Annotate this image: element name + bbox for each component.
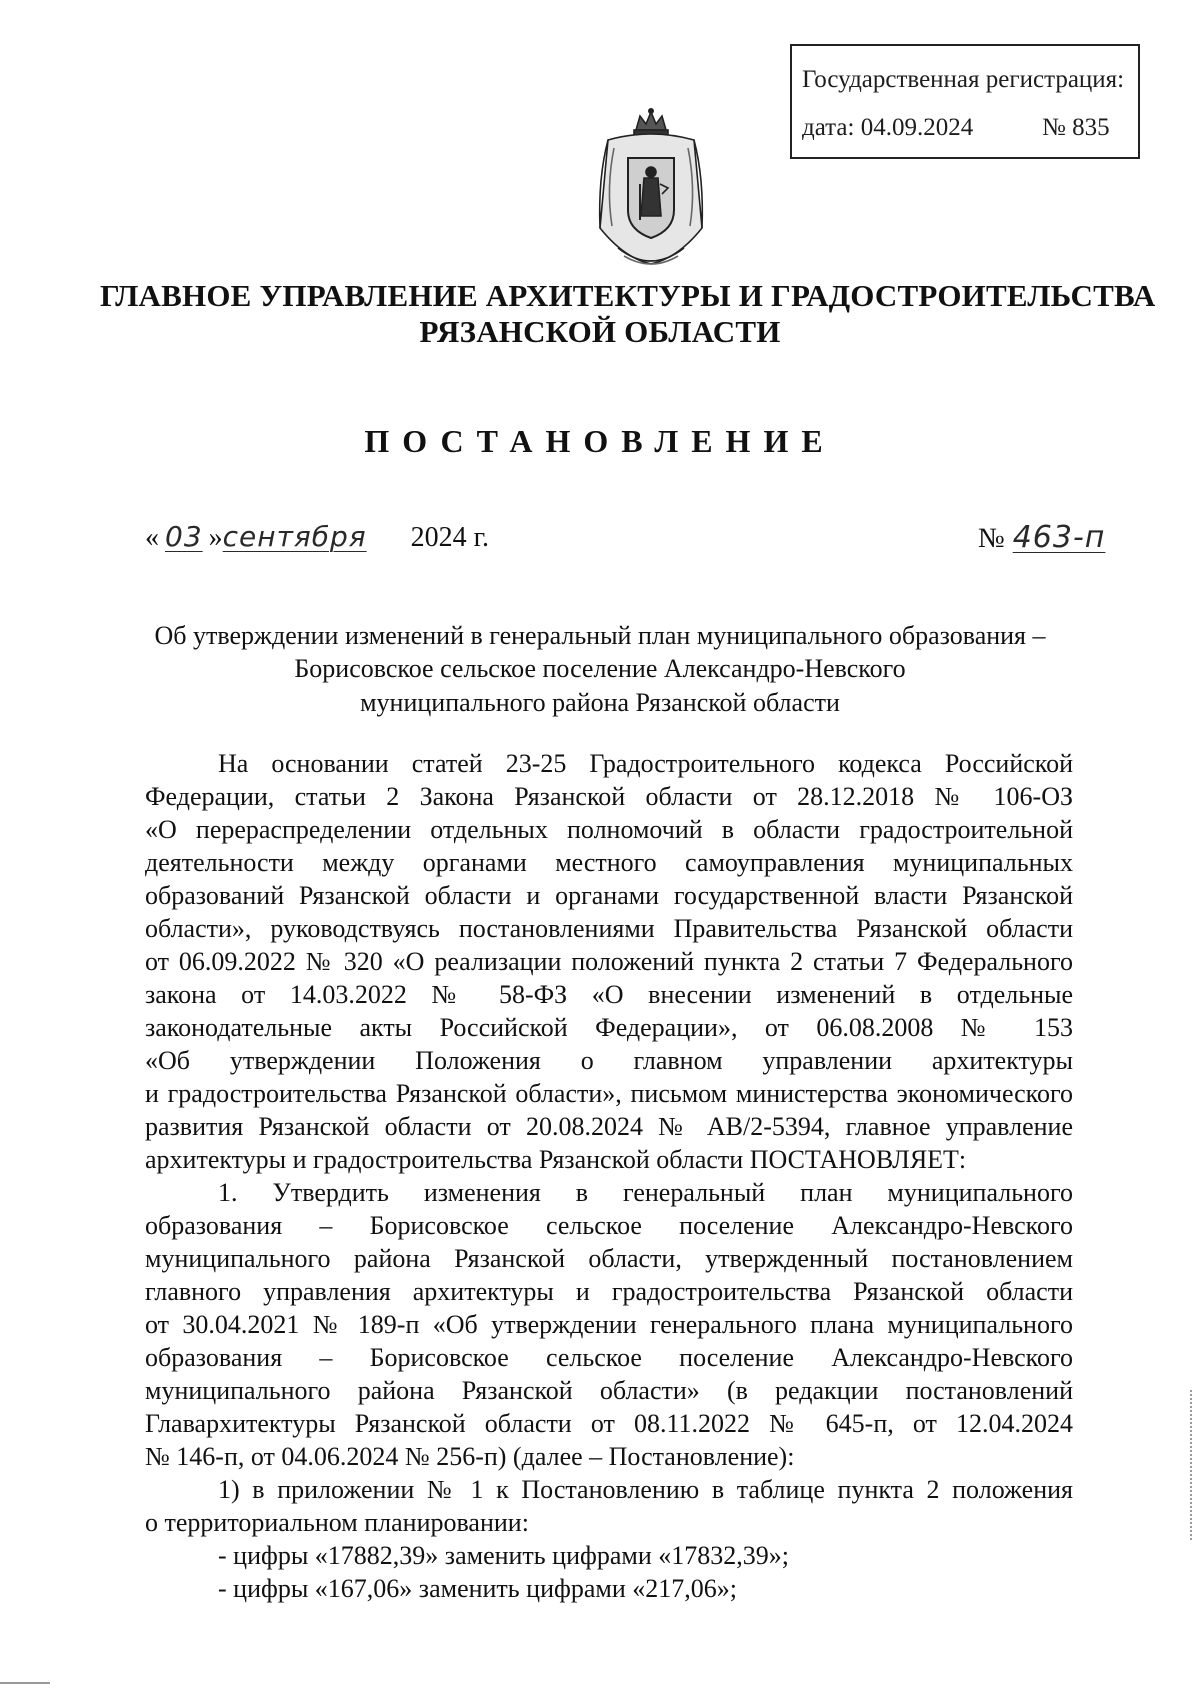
coat-of-arms-icon <box>578 108 724 274</box>
body-line: На основании статей 23-25 Градостроительного кодекса Российской <box>218 749 1073 778</box>
agency-title-line1: ГЛАВНОЕ УПРАВЛЕНИЕ АРХИТЕКТУРЫ И ГРАДОСТРОИТЕЛЬСТВА <box>100 278 1156 313</box>
date-open-quote: « <box>145 522 159 553</box>
number-prefix: № <box>978 523 1005 554</box>
date-month-handwritten: сентября <box>222 520 367 553</box>
body-line: от 30.04.2021 № 189-п «Об утверждении генерального плана муниципального <box>145 1310 1073 1339</box>
date-day-handwritten: 03 <box>165 520 203 553</box>
body-line: - цифры «17882,39» заменить цифрами «17832,39»; <box>218 1541 789 1570</box>
agency-title-line2: РЯЗАНСКОЙ ОБЛАСТИ <box>419 314 781 349</box>
body-line: 1. Утвердить изменения в генеральный план муниципального <box>218 1178 1073 1207</box>
body-line: развития Рязанской области от 20.08.2024 № АВ/2-5394, главное управление <box>145 1112 1073 1141</box>
body-line: Федерации, статьи 2 Закона Рязанской области от 28.12.2018 № 106-ОЗ <box>145 782 1073 811</box>
body-line: муниципального района Рязанской области» (в редакции постановлений <box>145 1376 1073 1405</box>
subject-line: муниципального района Рязанской области <box>360 688 840 717</box>
registration-number: № 835 <box>1042 114 1110 141</box>
body-line: образований Рязанской области и органами государственной власти Рязанской <box>145 881 1073 910</box>
body-line: деятельности между органами местного самоуправления муниципальных <box>145 848 1073 877</box>
date-year: 2024 г. <box>410 522 489 553</box>
document-date <box>145 520 489 554</box>
body-line: главного управления архитектуры и градостроительства Рязанской области <box>145 1277 1073 1306</box>
body-line: муниципального района Рязанской области, утвержденный постановлением <box>145 1244 1073 1273</box>
body-line: № 146-п, от 04.06.2024 № 256-п) (далее – Постановление): <box>145 1442 795 1471</box>
registration-title: Государственная регистрация: <box>802 66 1125 93</box>
subject-line: Об утверждении изменений в генеральный план муниципального образования – <box>154 621 1046 650</box>
subject-line: Борисовское сельское поселение Александро-Невского <box>294 654 906 683</box>
date-close-quote: » <box>208 522 223 553</box>
registration-stamp <box>790 44 1140 159</box>
scan-edge-mark <box>1190 1390 1194 1540</box>
body-line: от 06.09.2022 № 320 «О реализации положений пункта 2 статьи 7 Федерального <box>145 947 1073 976</box>
body-line: закона от 14.03.2022 № 58-ФЗ «О внесении изменений в отдельные <box>145 980 1073 1009</box>
body-line: области», руководствуясь постановлениями Правительства Рязанской области <box>145 914 1073 943</box>
body-line: «О перераспределении отдельных полномочий в области градостроительной <box>145 815 1073 844</box>
body-line: о территориальном планировании: <box>145 1508 529 1537</box>
registration-date: дата: 04.09.2024 <box>802 114 974 141</box>
number-handwritten: 463-п <box>1012 520 1106 555</box>
body-line: - цифры «167,06» заменить цифрами «217,06»; <box>218 1574 737 1603</box>
body-line: и градостроительства Рязанской области», письмом министерства экономического <box>145 1079 1073 1108</box>
body-line: архитектуры и градостроительства Рязанской области ПОСТАНОВЛЯЕТ: <box>145 1145 967 1174</box>
body-line: Главархитектуры Рязанской области от 08.11.2022 № 645-п, от 12.04.2024 <box>145 1409 1073 1438</box>
document-type: ПОСТАНОВЛЕНИЕ <box>364 423 836 459</box>
body-line: «Об утверждении Положения о главном управлении архитектуры <box>145 1046 1073 1075</box>
body-line: образования – Борисовское сельское поселение Александро-Невского <box>145 1211 1073 1240</box>
body-line: 1) в приложении № 1 к Постановлению в таблице пункта 2 положения <box>218 1475 1073 1504</box>
scan-corner-mark <box>0 1682 50 1684</box>
body-line: образования – Борисовское сельское поселение Александро-Невского <box>145 1343 1073 1372</box>
body-line: законодательные акты Российской Федерации», от 06.08.2008 № 153 <box>145 1013 1073 1042</box>
document-number <box>978 520 1128 555</box>
